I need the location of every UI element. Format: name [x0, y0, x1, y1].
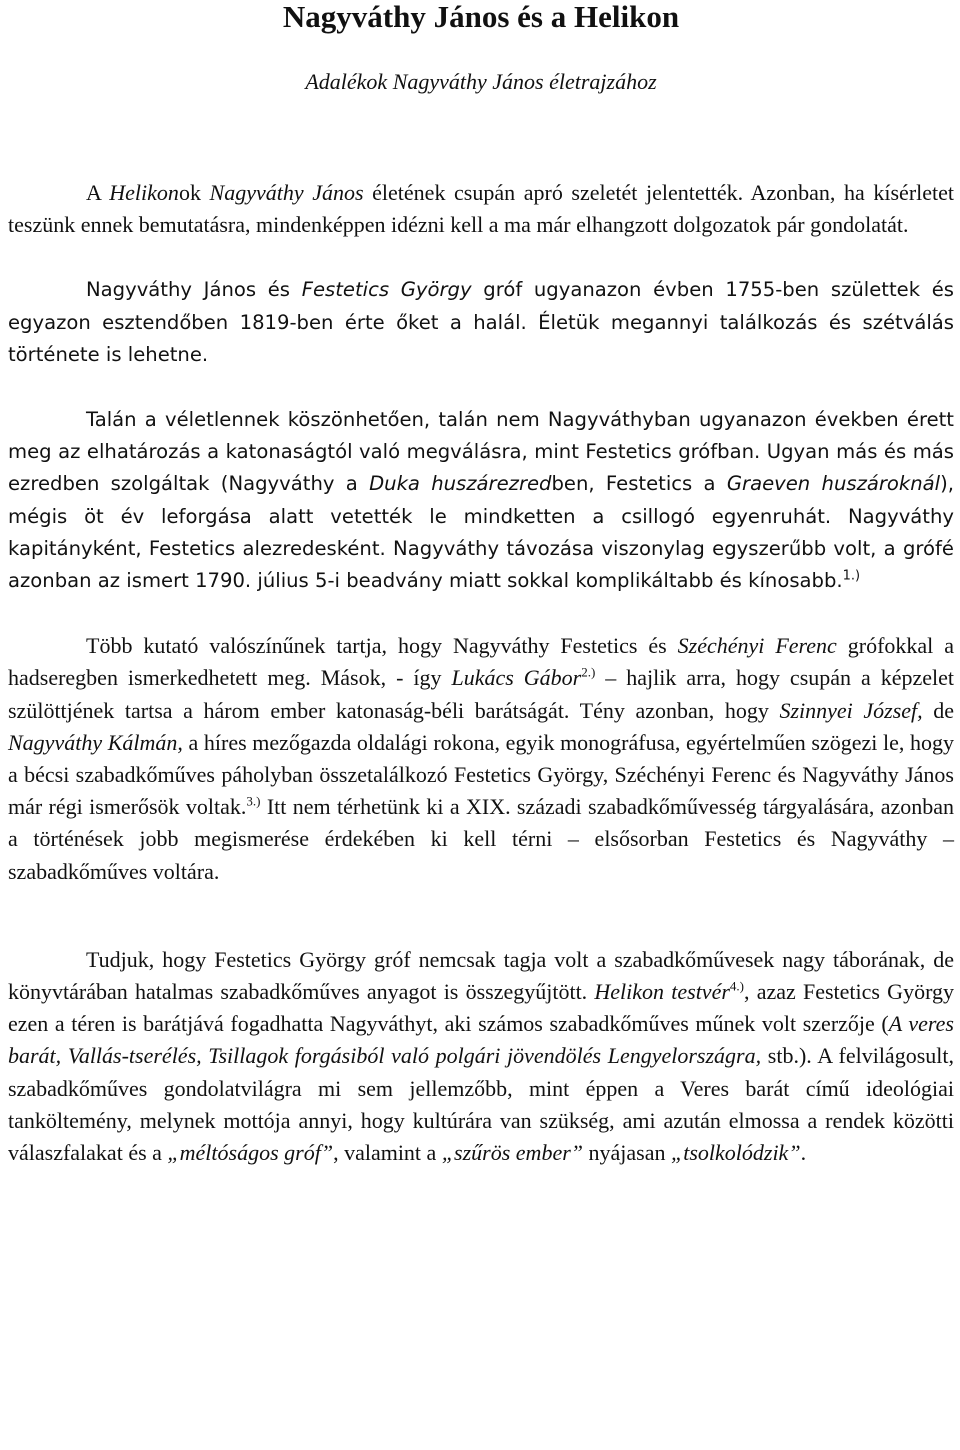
- text-run: – hajlik arra, hogy csupán a képzelet szülöttjének tartsa a három ember katonaság-béli barátságát. Tény azonban, hogy: [8, 665, 955, 723]
- italic-run: „szűrös ember”: [441, 1140, 584, 1166]
- italic-run: Szinnyei József,: [779, 697, 923, 723]
- paragraph-1: [8, 177, 954, 241]
- italic-run: „méltóságos gróf”: [167, 1140, 334, 1166]
- text-run: ben, Festetics a: [551, 472, 727, 496]
- text-run: Több kutató valószínűnek tartja, hogy Nagyváthy Festetics és: [86, 633, 678, 659]
- document-subtitle: Adalékok Nagyváthy János életrajzához: [305, 69, 657, 94]
- text-run: ), mégis öt év leforgása alatt vetették le mindketten a csillogó egyenruhát. Nagyváthy kapitányként, Festetics alezredesként. Nagyváthy távozása viszonylag egyszerűbb volt, a grófé azonban az ismert 1790. július 5-i beadvány miatt sokkal komplikáltabb és kínosabb.: [8, 472, 954, 593]
- italic-run: Graeven huszároknál: [726, 472, 941, 496]
- italic-run: Helikon: [109, 180, 179, 205]
- footnote-ref: 2.): [581, 665, 596, 681]
- text-run: grófokkal a hadseregben ismerkedhetett meg. Mások, - így: [8, 633, 955, 691]
- paragraph-5: [8, 944, 954, 1169]
- text-run: Tudjuk, hogy Festetics György gróf nemcsak tagja volt a szabadkőművesek nagy táborának, de könyvtárában hatalmas szabadkőműves anyagot is összegyűjtött.: [8, 946, 954, 1005]
- italic-run: Helikon testvér: [594, 979, 730, 1005]
- italic-run: A veres barát, Vallás-tserélés, Tsillagok forgásiból való polgári jövendölés Lengyelországra,: [8, 1011, 954, 1069]
- text-run: , valamint a: [333, 1140, 442, 1166]
- italic-run: Lukács Gábor: [451, 665, 582, 691]
- text-run: a híres mezőgazda oldalági rokona, egyik monográfusa, egyértelműen szögezi le, hogy a bécsi szabadkőműves páholyban összetalálkozó Festetics György, Széchényi Ferenc és Nagyváthy János már régi ismerősök voltak.: [8, 729, 954, 820]
- text-run: Talán a véletlennek köszönhetően, talán nem Nagyváthyban ugyanazon években érett meg az elhatározás a katonaságtól való megválásra, mint Festetics grófban.: [8, 408, 954, 464]
- text-run: ok: [178, 180, 210, 205]
- italic-run: Nagyváthy Kálmán,: [8, 729, 183, 755]
- document-title: Nagyváthy János és a Helikon: [282, 0, 680, 34]
- text-run: Ugyan más és más ezredben szolgáltak (Nagyváthy a: [8, 440, 954, 496]
- paragraph-4: [8, 630, 954, 888]
- text-run: Nagyváthy János és: [86, 278, 302, 302]
- text-run: gróf ugyanazon évben 1755-ben születtek és egyazon esztendőben 1819-ben érte őket a halál. Életük megannyi találkozás és szétválás története is lehetne.: [8, 278, 954, 366]
- text-run: .: [800, 1140, 807, 1166]
- italic-run: Duka huszárezred: [369, 472, 552, 496]
- italic-run: Széchényi Ferenc: [677, 633, 837, 659]
- paragraph-2: [8, 274, 954, 371]
- text-run: életének csupán apró szeletét jelentették. Azonban, ha kísérletet teszünk ennek bemutatásra, mindenképpen idézni kell a ma már elhangzott dolgozatok pár gondolatát.: [8, 180, 955, 238]
- text-run: de: [922, 697, 955, 723]
- text-run: , azaz Festetics György ezen a téren is barátjává fogadhatta Nagyváthyt, aki számos szabadkőműves műnek volt szerzője (: [8, 979, 954, 1037]
- footnote-ref: 4.): [729, 978, 744, 994]
- footnote-ref: 3.): [246, 793, 261, 809]
- text-run: nyájasan: [583, 1140, 671, 1166]
- italic-run: Nagyváthy János: [209, 180, 364, 205]
- footnote-ref: 1.): [842, 568, 861, 584]
- italic-run: Festetics György: [301, 278, 472, 302]
- text-run: Itt nem térhetünk ki a XIX. századi szabadkőművesség tárgyalására, azonban a történések jobb megismerése érdekében ki kell térni – elsősorban Festetics és Nagyváthy – szabadkőműves voltára.: [8, 794, 954, 884]
- text-run: A: [86, 180, 110, 205]
- text-run: stb.). A felvilágosult, szabadkőműves gondolatvilágra mi sem jellemzőbb, mint éppen a Veres barát című ideológiai tanköltemény, melynek mottója annyi, hogy kultúrára van szükség, ami azután elmossa a rendek közötti válaszfalakat és a: [8, 1043, 954, 1166]
- italic-run: „tsolkolódzik”: [670, 1140, 801, 1166]
- document-page: [8, 0, 954, 1169]
- paragraph-3: [8, 404, 954, 597]
